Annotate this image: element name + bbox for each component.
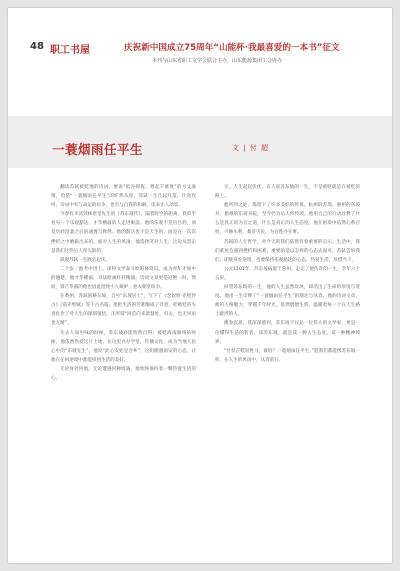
article-column-right (215, 183, 360, 365)
article-paragraph: 在黄州，苏轼躬耕东坡，自号“东坡居士”，写下了《念奴娇·赤壁怀古》《前赤壁赋》等千古名篇。他把生活的苦难酿成了诗意，把被贬的失意化作了对人生的深刻领悟，正所谓“回首向来萧瑟处，归去，也无风雨也无晴”。 (51, 294, 196, 327)
article-column-left (51, 183, 196, 383)
article-paragraph: 无论身处何地，无论遭遇何种境遇，他始终保持着一颗热爱生活的心。 (51, 366, 196, 381)
article-paragraph: “竹杖芒鞋轻胜马，谁怕？一蓑烟雨任平生。”愿我们都能像苏东坡一样，在人生的风雨中，从容前行。 (215, 348, 360, 363)
article-paragraph: 二十岁，他考中进士，深得文学泰斗欧阳修赏识，成为青年才俊中的翘楚。他才华横溢，书法绘画样样精通，诗词文章更是冠绝一时。然而，锋芒毕露的他也因此招致小人嫉妒，卷入朝堂纷争。 (51, 266, 196, 291)
column-name: 职工书屋 (50, 45, 90, 56)
article-paragraph: 他所到之处，都留下了许多美好的传说。杭州的苏堤、惠州的东坡井、儋州的东坡书院，至今仍为后人所传颂。他用自己的行动诠释了什么是真正的为官之道，什么是真正的人生态度。他在困境中依然心系百姓，兴修水利，救济灾民，为百姓办实事。 (215, 203, 360, 236)
article-paragraph: 守。人生起起伏伏，有人说苏东坡的一生，不是被贬就是在被贬的路上。 (215, 185, 360, 200)
article-paragraph: 今春有幸读到林语堂先生的《苏东坡传》，隔着时空的距离，我似乎看见一个乐观豁达、才华横溢的人走进眼前。他的乐观不是盲目的，而是历经沧桑之后的通透与释然。他的豁达也不是天生的，而是在一次次挫折之中磨砺出来的。面对人生的风雨，他选择笑对人生，这份从容正是我们这些后人所欠缺的。 (51, 212, 196, 254)
article-paragraph: 掩卷沉思，我深深感到，苏东坡不仅是一位伟大的文学家，更是一位懂得生活的智者。读苏东坡，就是读一种人生态度，读一种精神境界。 (215, 321, 360, 345)
article-paragraph: 纵观苏轼一生跌宕起伏。 (60, 257, 111, 263)
article-author: 文 | 付 超 (232, 144, 270, 152)
contest-subtitle: 本刊与山东省职工文学会联合主办，山东能源集团工会协办 (152, 58, 283, 64)
magazine-page (8, 8, 392, 563)
page-header (8, 8, 392, 72)
article-paragraph: 苏轼的人生哲学，对今天的我们依然有着重要的启示。生活中，我们难免会遇到挫折和困难，重要的是以怎样的心态去面对。苏轼告诉我们，即使身处逆境，也要保持乐观豁达的心态，热爱生活，珍惜当下。 (215, 239, 360, 263)
article-paragraph: 失去人间至味的时候，苏东坡亦能怡然自得；被贬海南儋州的时候，他依然热爱这片土地，在这里兴办学堂，传播文化，成为当地人民心中的“东坡先生”。他说“此心安处是吾乡”，这份随遇而安的心态，让他在任何逆境中都能找到生活的美好。 (51, 330, 196, 363)
article-paragraph: 翻读苏轼被贬地的诗词，要说“低谷抑挥，尊起千难度”的方丈豪情，恰是“一蓑烟雨任平生”的旷然从容。苏轼一生几起几落，仕途坎坷，诗词中有与命运的抗争，也有与自我的和解，读来让人动容。 (51, 185, 196, 209)
page-number: 48 (30, 41, 44, 52)
article-title: 一蓑烟雨任平生 (52, 142, 144, 157)
article-paragraph: 公元1101年，苏东坡病逝于常州，走完了他传奇的一生，享年六十五岁。 (215, 266, 360, 281)
article-paragraph: 回望苏东坡的一生，他的人生虽然坎坷，却活出了生命的厚度与宽度。他用一生诠释了“一蓑烟雨任平生”的豁达与从容，他的诗词文章，他的人格魅力，穿越千年时光，依然熠熠生辉，温暖着每一个在人生路上跋涉的人。 (215, 285, 360, 318)
contest-title: 庆祝新中国成立75周年“山能杯·我最喜爱的一本书”征文 (124, 43, 340, 53)
